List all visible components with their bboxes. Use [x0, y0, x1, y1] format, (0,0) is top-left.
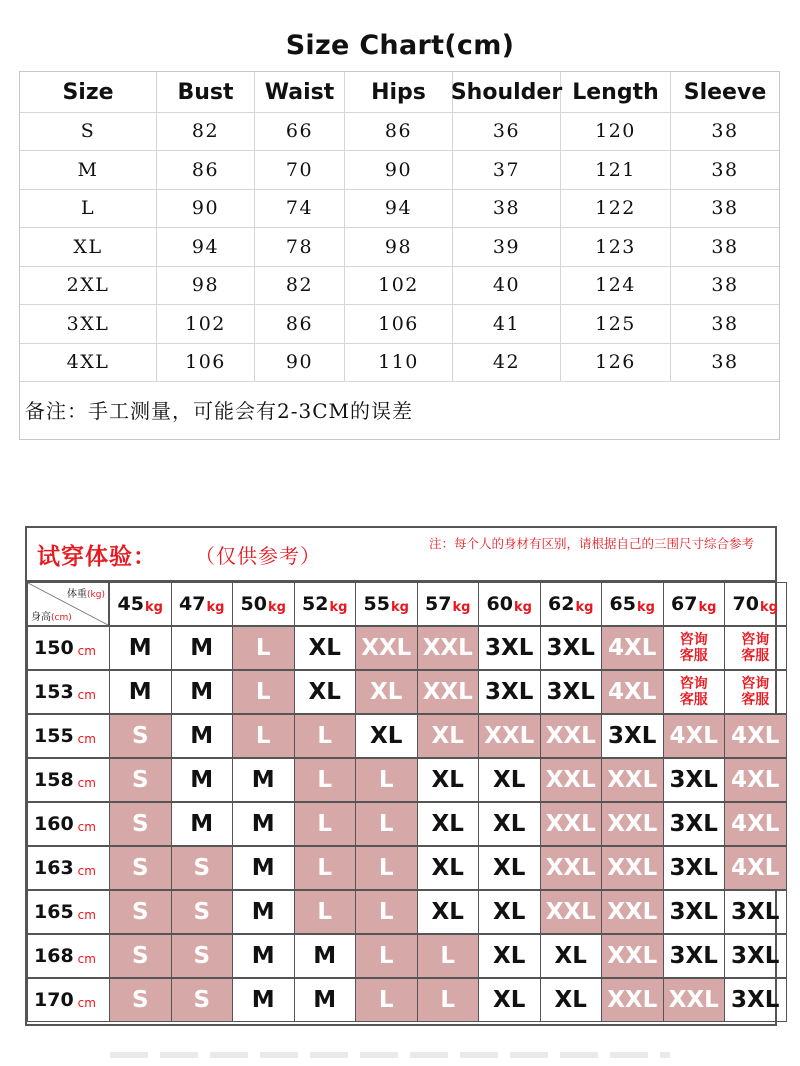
size-cell: L [355, 846, 418, 890]
size-cell: XL [478, 978, 541, 1022]
table-cell: 121 [561, 151, 671, 189]
size-cell: L [232, 714, 295, 758]
table-cell: 38 [711, 274, 739, 296]
size-cell: 4XL [724, 802, 787, 846]
table-cell: L [20, 189, 157, 227]
weight-header: 45 kg [109, 582, 172, 626]
height-label: 163 cm [27, 846, 110, 890]
table-cell: 98 [157, 266, 255, 304]
weight-header: 50 kg [232, 582, 295, 626]
size-cell: M [109, 670, 172, 714]
table-cell: 37 [453, 151, 561, 189]
size-cell: XL [294, 670, 357, 714]
size-cell: S [109, 758, 172, 802]
size-cell: L [294, 758, 357, 802]
ask-service-cell: 咨询客服 [724, 670, 787, 714]
column-header: Hips [345, 72, 453, 112]
size-cell: L [232, 670, 295, 714]
size-cell: XXL [478, 714, 541, 758]
size-cell: L [417, 934, 480, 978]
size-cell: XXL [663, 978, 726, 1022]
table-row [20, 266, 779, 305]
size-cell: 3XL [540, 626, 603, 670]
tryon-header [27, 528, 775, 582]
table-cell: S [20, 112, 157, 150]
table-cell: 90 [255, 343, 345, 381]
table-row [20, 228, 779, 267]
size-cell: 4XL [724, 846, 787, 890]
size-cell: XL [478, 846, 541, 890]
height-label: 158 cm [27, 758, 110, 802]
table-cell: 122 [561, 189, 671, 227]
size-cell: XL [417, 890, 480, 934]
size-cell: XL [417, 758, 480, 802]
table-cell: 4XL [20, 343, 157, 381]
size-cell: 3XL [663, 758, 726, 802]
table-cell: 38 [711, 235, 739, 258]
size-cell: XL [355, 670, 418, 714]
size-cell: L [294, 890, 357, 934]
column-header: Waist [255, 72, 345, 112]
size-cell: XL [540, 934, 603, 978]
size-cell: XL [478, 890, 541, 934]
size-cell: S [109, 934, 172, 978]
size-cell: M [171, 802, 234, 846]
table-cell: 102 [157, 305, 255, 343]
size-cell: S [171, 890, 234, 934]
size-cell: L [355, 978, 418, 1022]
weight-header: 52 kg [294, 582, 357, 626]
size-cell: 4XL [724, 758, 787, 802]
column-header: Bust [157, 72, 255, 112]
table-cell: XL [20, 228, 157, 266]
size-cell: M [171, 670, 234, 714]
size-cell: 3XL [540, 670, 603, 714]
table-cell: 39 [453, 228, 561, 266]
table-cell: 82 [255, 266, 345, 304]
table-cell: 70 [255, 151, 345, 189]
size-cell: S [109, 890, 172, 934]
table-cell: 86 [255, 305, 345, 343]
size-cell: XL [355, 714, 418, 758]
size-cell: L [355, 758, 418, 802]
cropped-footer-text [110, 1052, 670, 1058]
size-cell: XXL [417, 626, 480, 670]
size-cell: XXL [355, 626, 418, 670]
size-cell: 4XL [601, 626, 664, 670]
size-cell: L [294, 846, 357, 890]
table-cell: 2XL [20, 266, 157, 304]
size-cell: S [109, 714, 172, 758]
size-cell: XXL [601, 758, 664, 802]
table-cell: 38 [711, 120, 739, 142]
weight-header: 57 kg [417, 582, 480, 626]
size-cell: M [232, 890, 295, 934]
table-row [20, 112, 779, 151]
size-chart-table [19, 71, 780, 440]
size-cell: M [232, 934, 295, 978]
size-cell: M [232, 846, 295, 890]
size-cell: XXL [540, 846, 603, 890]
size-cell: XL [294, 626, 357, 670]
ask-service-cell: 咨询客服 [663, 626, 726, 670]
size-cell: S [171, 978, 234, 1022]
corner-height-label: 身高(cm) [31, 612, 72, 623]
size-cell: 3XL [601, 714, 664, 758]
header-row [20, 72, 779, 113]
size-cell: XXL [540, 890, 603, 934]
weight-header: 60 kg [478, 582, 541, 626]
size-cell: S [109, 846, 172, 890]
table-cell: 110 [345, 343, 453, 381]
size-cell: 3XL [663, 890, 726, 934]
table-cell: 90 [157, 189, 255, 227]
size-cell: 3XL [663, 934, 726, 978]
size-cell: XL [478, 802, 541, 846]
size-cell: 3XL [478, 626, 541, 670]
size-cell: L [417, 978, 480, 1022]
column-header: Shoulder [453, 72, 561, 112]
size-cell: M [294, 978, 357, 1022]
size-cell: M [109, 626, 172, 670]
size-cell: XXL [601, 846, 664, 890]
table-cell: 38 [711, 158, 739, 181]
size-cell: L [294, 714, 357, 758]
size-cell: 3XL [724, 978, 787, 1022]
size-chart-title: Size Chart(cm) [285, 30, 515, 61]
size-cell: XXL [601, 802, 664, 846]
size-cell: XL [417, 714, 480, 758]
table-row [20, 305, 779, 344]
table-cell: 126 [561, 343, 671, 381]
ask-service-cell: 咨询客服 [663, 670, 726, 714]
size-cell: S [109, 978, 172, 1022]
height-label: 150 cm [27, 626, 110, 670]
corner-weight-label: 体重(kg) [67, 589, 105, 600]
table-cell: 124 [561, 266, 671, 304]
size-cell: M [232, 802, 295, 846]
table-row [20, 151, 779, 190]
size-cell: XL [417, 846, 480, 890]
height-label: 168 cm [27, 934, 110, 978]
column-header: Length [561, 72, 671, 112]
weight-header: 65 kg [601, 582, 664, 626]
table-cell: 90 [345, 151, 453, 189]
table-cell: 74 [255, 189, 345, 227]
tryon-title: 试穿体验： [37, 544, 157, 570]
size-cell: L [355, 802, 418, 846]
size-cell: XXL [540, 802, 603, 846]
size-cell: M [294, 934, 357, 978]
table-cell: 36 [453, 112, 561, 150]
column-header: Sleeve [683, 79, 767, 105]
table-cell: 86 [157, 151, 255, 189]
table-cell: 123 [561, 228, 671, 266]
column-header: Size [20, 72, 157, 112]
size-cell: M [232, 758, 295, 802]
table-row [20, 343, 779, 382]
table-cell: 40 [453, 266, 561, 304]
table-cell: 102 [345, 266, 453, 304]
size-cell: S [171, 934, 234, 978]
size-cell: L [294, 802, 357, 846]
tryon-table [25, 526, 780, 1026]
size-cell: XL [478, 758, 541, 802]
table-cell: 41 [453, 305, 561, 343]
size-cell: 4XL [724, 714, 787, 758]
table-cell: 42 [453, 343, 561, 381]
size-cell: XL [417, 802, 480, 846]
height-label: 155 cm [27, 714, 110, 758]
size-cell: 3XL [724, 934, 787, 978]
size-cell: XXL [417, 670, 480, 714]
size-cell: S [109, 802, 172, 846]
table-cell: 3XL [20, 305, 157, 343]
table-cell: 94 [157, 228, 255, 266]
table-cell: 120 [561, 112, 671, 150]
size-cell: S [171, 846, 234, 890]
table-cell: 38 [711, 312, 739, 335]
size-cell: XL [478, 934, 541, 978]
table-row [20, 189, 779, 228]
weight-header: 55 kg [355, 582, 418, 626]
size-cell: XL [540, 978, 603, 1022]
table-cell: 106 [345, 305, 453, 343]
size-cell: 3XL [478, 670, 541, 714]
size-cell: 3XL [724, 890, 787, 934]
size-cell: XXL [601, 978, 664, 1022]
size-cell: XXL [601, 934, 664, 978]
size-cell: M [171, 626, 234, 670]
table-cell: 86 [345, 112, 453, 150]
size-cell: 4XL [601, 670, 664, 714]
table-cell: 38 [711, 351, 739, 373]
size-cell: L [355, 890, 418, 934]
corner-cell [27, 582, 109, 626]
size-cell: 3XL [663, 846, 726, 890]
table-cell: M [20, 151, 157, 189]
weight-header: 70 kg [724, 582, 787, 626]
size-cell: XXL [601, 890, 664, 934]
table-cell: 78 [255, 228, 345, 266]
size-cell: M [232, 978, 295, 1022]
measurement-note: 备注：手工测量，可能会有2-3CM的误差 [25, 399, 413, 423]
table-cell: 66 [255, 112, 345, 150]
size-cell: M [171, 758, 234, 802]
table-cell: 98 [345, 228, 453, 266]
tryon-note: 注：每个人的身材有区别，请根据自己的三围尺寸综合参考 [429, 536, 755, 551]
size-cell: L [232, 626, 295, 670]
height-label: 165 cm [27, 890, 110, 934]
size-cell: 3XL [663, 802, 726, 846]
size-cell: XXL [540, 714, 603, 758]
table-cell: 38 [453, 189, 561, 227]
height-label: 170 cm [27, 978, 110, 1022]
table-cell: 106 [157, 343, 255, 381]
height-label: 153 cm [27, 670, 110, 714]
size-cell: XXL [540, 758, 603, 802]
height-label: 160 cm [27, 802, 110, 846]
ask-service-cell: 咨询客服 [724, 626, 787, 670]
table-cell: 38 [711, 197, 739, 219]
size-cell: M [171, 714, 234, 758]
tryon-subtitle: （仅供参考） [195, 544, 321, 568]
size-cell: 4XL [663, 714, 726, 758]
table-cell: 94 [345, 189, 453, 227]
table-cell: 82 [157, 112, 255, 150]
table-cell: 125 [561, 305, 671, 343]
weight-header: 62 kg [540, 582, 603, 626]
size-cell: L [355, 934, 418, 978]
weight-header: 67 kg [663, 582, 726, 626]
weight-header: 47 kg [171, 582, 234, 626]
